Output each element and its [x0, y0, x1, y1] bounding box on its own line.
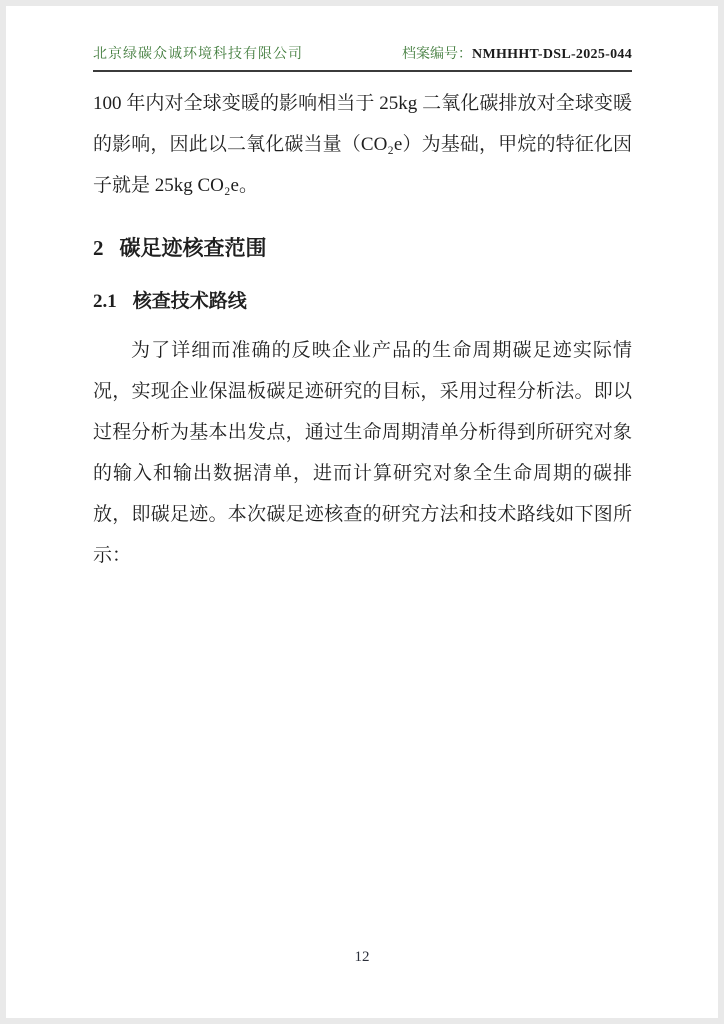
section-2-title: 碳足迹核查范围	[119, 236, 267, 260]
paragraph-gwp-co2e: 100 年内对全球变暖的影响相当于 25kg 二氧化碳排放对全球变暖的影响，因此以二氧化碳当量（CO₂e）为基础，甲烷的特征化因子就是 25kg CO₂e。	[93, 93, 632, 196]
section-2-1-number: 2.1	[93, 291, 117, 312]
page-number: 12	[354, 949, 370, 965]
section-heading-2-1	[93, 288, 632, 316]
page-header	[93, 46, 632, 72]
paragraph-method-technical-route: 为了详细而准确的反映企业产品的生命周期碳足迹实际情况，实现企业保温板碳足迹研究的目标，采用过程分析法。即以过程分析为基本出发点，通过生命周期清单分析得到所研究对象的输入和输出数据清单，进而计算研究对象全生命周期的碳排放，即碳足迹。本次碳足迹核查的研究方法和技术路线如下图所示：	[93, 340, 632, 566]
section-2-number: 2	[93, 236, 104, 260]
document-page	[6, 6, 718, 1018]
archive-number-block	[402, 46, 632, 64]
company-name: 北京绿碳众诚环境科技有限公司	[93, 47, 303, 62]
archive-label: 档案编号：	[402, 47, 473, 62]
section-2-1-title: 核查技术路线	[132, 291, 247, 312]
archive-value: NMHHHT-DSL-2025-044	[472, 47, 632, 62]
page-footer	[6, 949, 718, 966]
section-heading-2	[93, 233, 632, 263]
